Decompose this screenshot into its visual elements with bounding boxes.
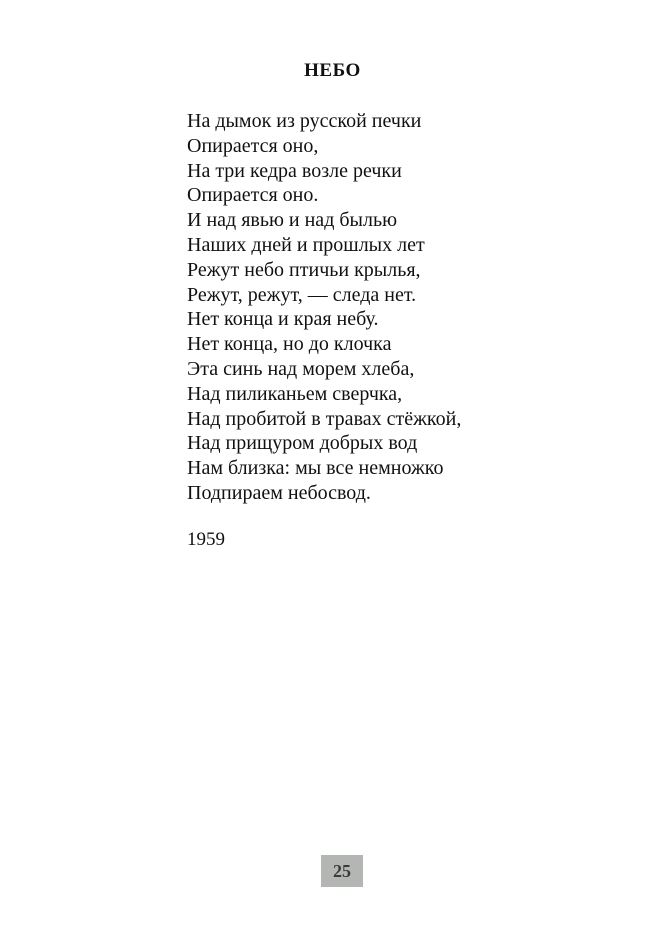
poem-line: И над явью и над былью bbox=[187, 209, 398, 232]
poem-line: Нам близка: мы все немножко bbox=[187, 457, 444, 480]
poem-line: Подпираем небосвод. bbox=[187, 481, 371, 504]
poem-year: 1959 bbox=[187, 529, 225, 550]
poem-line: Нет конца и края небу. bbox=[187, 308, 379, 331]
poem-line: Эта синь над морем хлеба, bbox=[187, 357, 415, 380]
poem-line: Над пробитой в травах стёжкой, bbox=[187, 407, 462, 430]
poem-line: Режут, режут, — следа нет. bbox=[187, 283, 417, 306]
poem-line: Над прищуром добрых вод bbox=[187, 432, 418, 455]
poem-line: Наших дней и прошлых лет bbox=[187, 233, 425, 256]
page-number: 25 bbox=[333, 860, 351, 881]
poem-line: Над пиликаньем сверчка, bbox=[187, 382, 403, 405]
poem-line: Режут небо птичьи крылья, bbox=[187, 258, 421, 281]
poem-title: НЕБО bbox=[304, 60, 361, 81]
poem-line: Нет конца, но до клочка bbox=[187, 333, 392, 356]
poem-body bbox=[187, 109, 627, 506]
poem-line: На дымок из русской печки bbox=[187, 110, 422, 132]
page-number-box bbox=[321, 855, 363, 887]
poem-line: Опирается оно. bbox=[187, 184, 319, 207]
poem-line: На три кедра возле речки bbox=[187, 159, 402, 182]
poem-line: Опирается оно, bbox=[187, 134, 319, 157]
